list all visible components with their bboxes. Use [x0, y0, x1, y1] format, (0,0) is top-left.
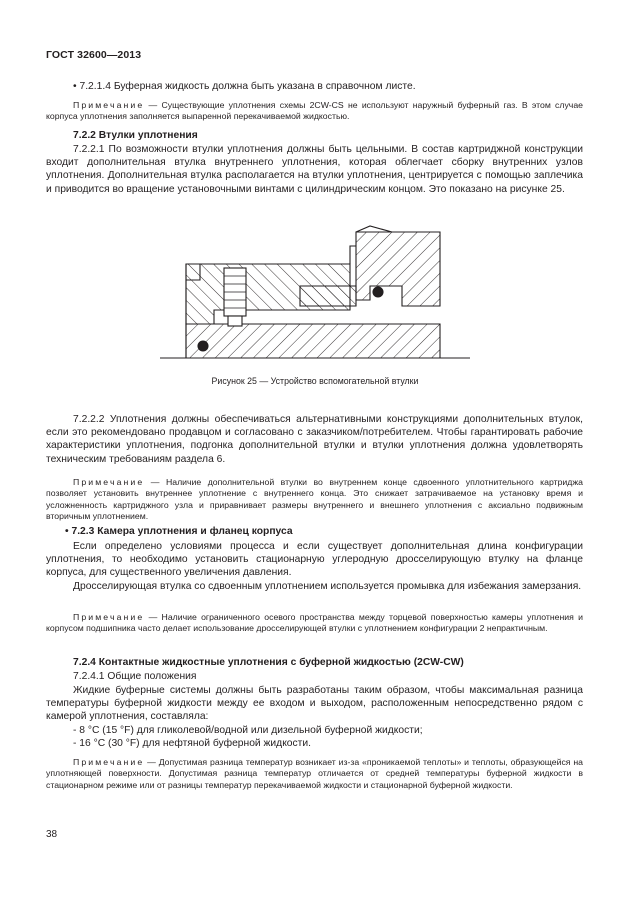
- note-text: — Наличие ограниченного осевого пространства между торцевой поверхностью камеры уплотнения и корпусом подшипника часто делает использование дросселирующей втулки с уплотнением конфигурации 2 непрактичным.: [46, 612, 583, 634]
- note-text: — Допустимая разница температур возникает из-за «проникаемой теплоты» и теплоты, образующейся на уплотняющей поверхности. Допустимая разница температур отличается от средней температуры буферной жидкости в стационарном режиме или от разницы температур перекачиваемой жидкости и стационарной буферной жидкости.: [46, 757, 583, 790]
- clause-7-2-3-p1: Если определено условиями процесса и если существует дополнительная длина конфигурации уплотнения, то необходимо установить стационарную углеродную дросселирующую втулку на фланце корпуса, для существенного увеличения давления.: [46, 541, 583, 579]
- note-text: — Наличие дополнительной втулки во внутреннем конце сдвоенного уплотнительного картриджа позволяет установить внутреннее уплотнение с внутреннего конца. Это снижает затрачиваемое на установку время и усложненность картриджного узла и приравнивает размеры внутреннего и внешнего уплотнения с аксиально подвижным вторичным уплотнением.: [46, 477, 583, 521]
- clause-7-2-2-1: 7.2.2.1 По возможности втулки уплотнения должны быть цельными. В состав картриджной конструкции входит дополнительная втулка внутреннего уплотнения, которая облегчает сборку внутренних узлов уплотнения. Дополнительная втулка располагается на втулки уплотнения, центрируется с помощью заплечика и приводится во вращение установочными винтами с цилиндрическим концом. Это показано на рисунке 25.: [46, 144, 583, 195]
- note-2: [46, 477, 583, 522]
- note-label: Примечание: [73, 477, 145, 487]
- note-label: Примечание: [73, 100, 145, 110]
- note-label: Примечание: [73, 757, 145, 767]
- clause-7-2-2-2: 7.2.2.2 Уплотнения должны обеспечиваться альтернативными конструкциями дополнительных втулок, если это рекомендовано продавцом и согласовано с заказчиком/потребителем. Чтобы гарантировать рабочие характеристики уплотнения, подгонка дополнительной втулки и втулки уплотнения должна удовлетворять техническим требованиям раздела 6.: [46, 414, 583, 465]
- clause-7-2-3-p2: Дросселирующая втулка со сдвоенным уплотнением используется промывка для избежания замерзания.: [73, 581, 582, 592]
- note-label: Примечание: [73, 612, 145, 622]
- note-text: — Существующие уплотнения схемы 2CW-CS не используют наружный буферный газ. В этом случае корпуса уплотнения заполняется выпаренной перекачиваемой жидкостью.: [46, 100, 583, 122]
- clause-7-2-4-1: 7.2.4.1 Общие положения: [73, 671, 197, 682]
- clause-7-2-1-4: • 7.2.1.4 Буферная жидкость должна быть указана в справочном листе.: [46, 80, 583, 93]
- list-item: - 8 °С (15 °F) для гликолевой/водной или дизельной буферной жидкости;: [73, 725, 423, 736]
- page-number: 38: [46, 829, 58, 840]
- note-3: [46, 612, 583, 635]
- section-7-2-3-title: • 7.2.3 Камера уплотнения и фланец корпуса: [65, 525, 293, 538]
- list-item: - 16 °С (30 °F) для нефтяной буферной жидкости.: [73, 738, 312, 749]
- note-4: [46, 757, 583, 791]
- figure-25-caption: Рисунок 25 — Устройство вспомогательной втулки: [211, 376, 419, 386]
- clause-7-2-4-1-text: Жидкие буферные системы должны быть разработаны таким образом, чтобы максимальная разница температуры буферной жидкости между ее входом и выходом, расположенным непосредственно рядом с камерой уплотнения, составляла:: [46, 685, 583, 723]
- section-7-2-2-title: 7.2.2 Втулки уплотнения: [73, 130, 198, 141]
- standard-header: ГОСТ 32600—2013: [46, 49, 142, 61]
- section-7-2-4-title: 7.2.4 Контактные жидкостные уплотнения с буферной жидкостью (2CW-CW): [73, 657, 464, 668]
